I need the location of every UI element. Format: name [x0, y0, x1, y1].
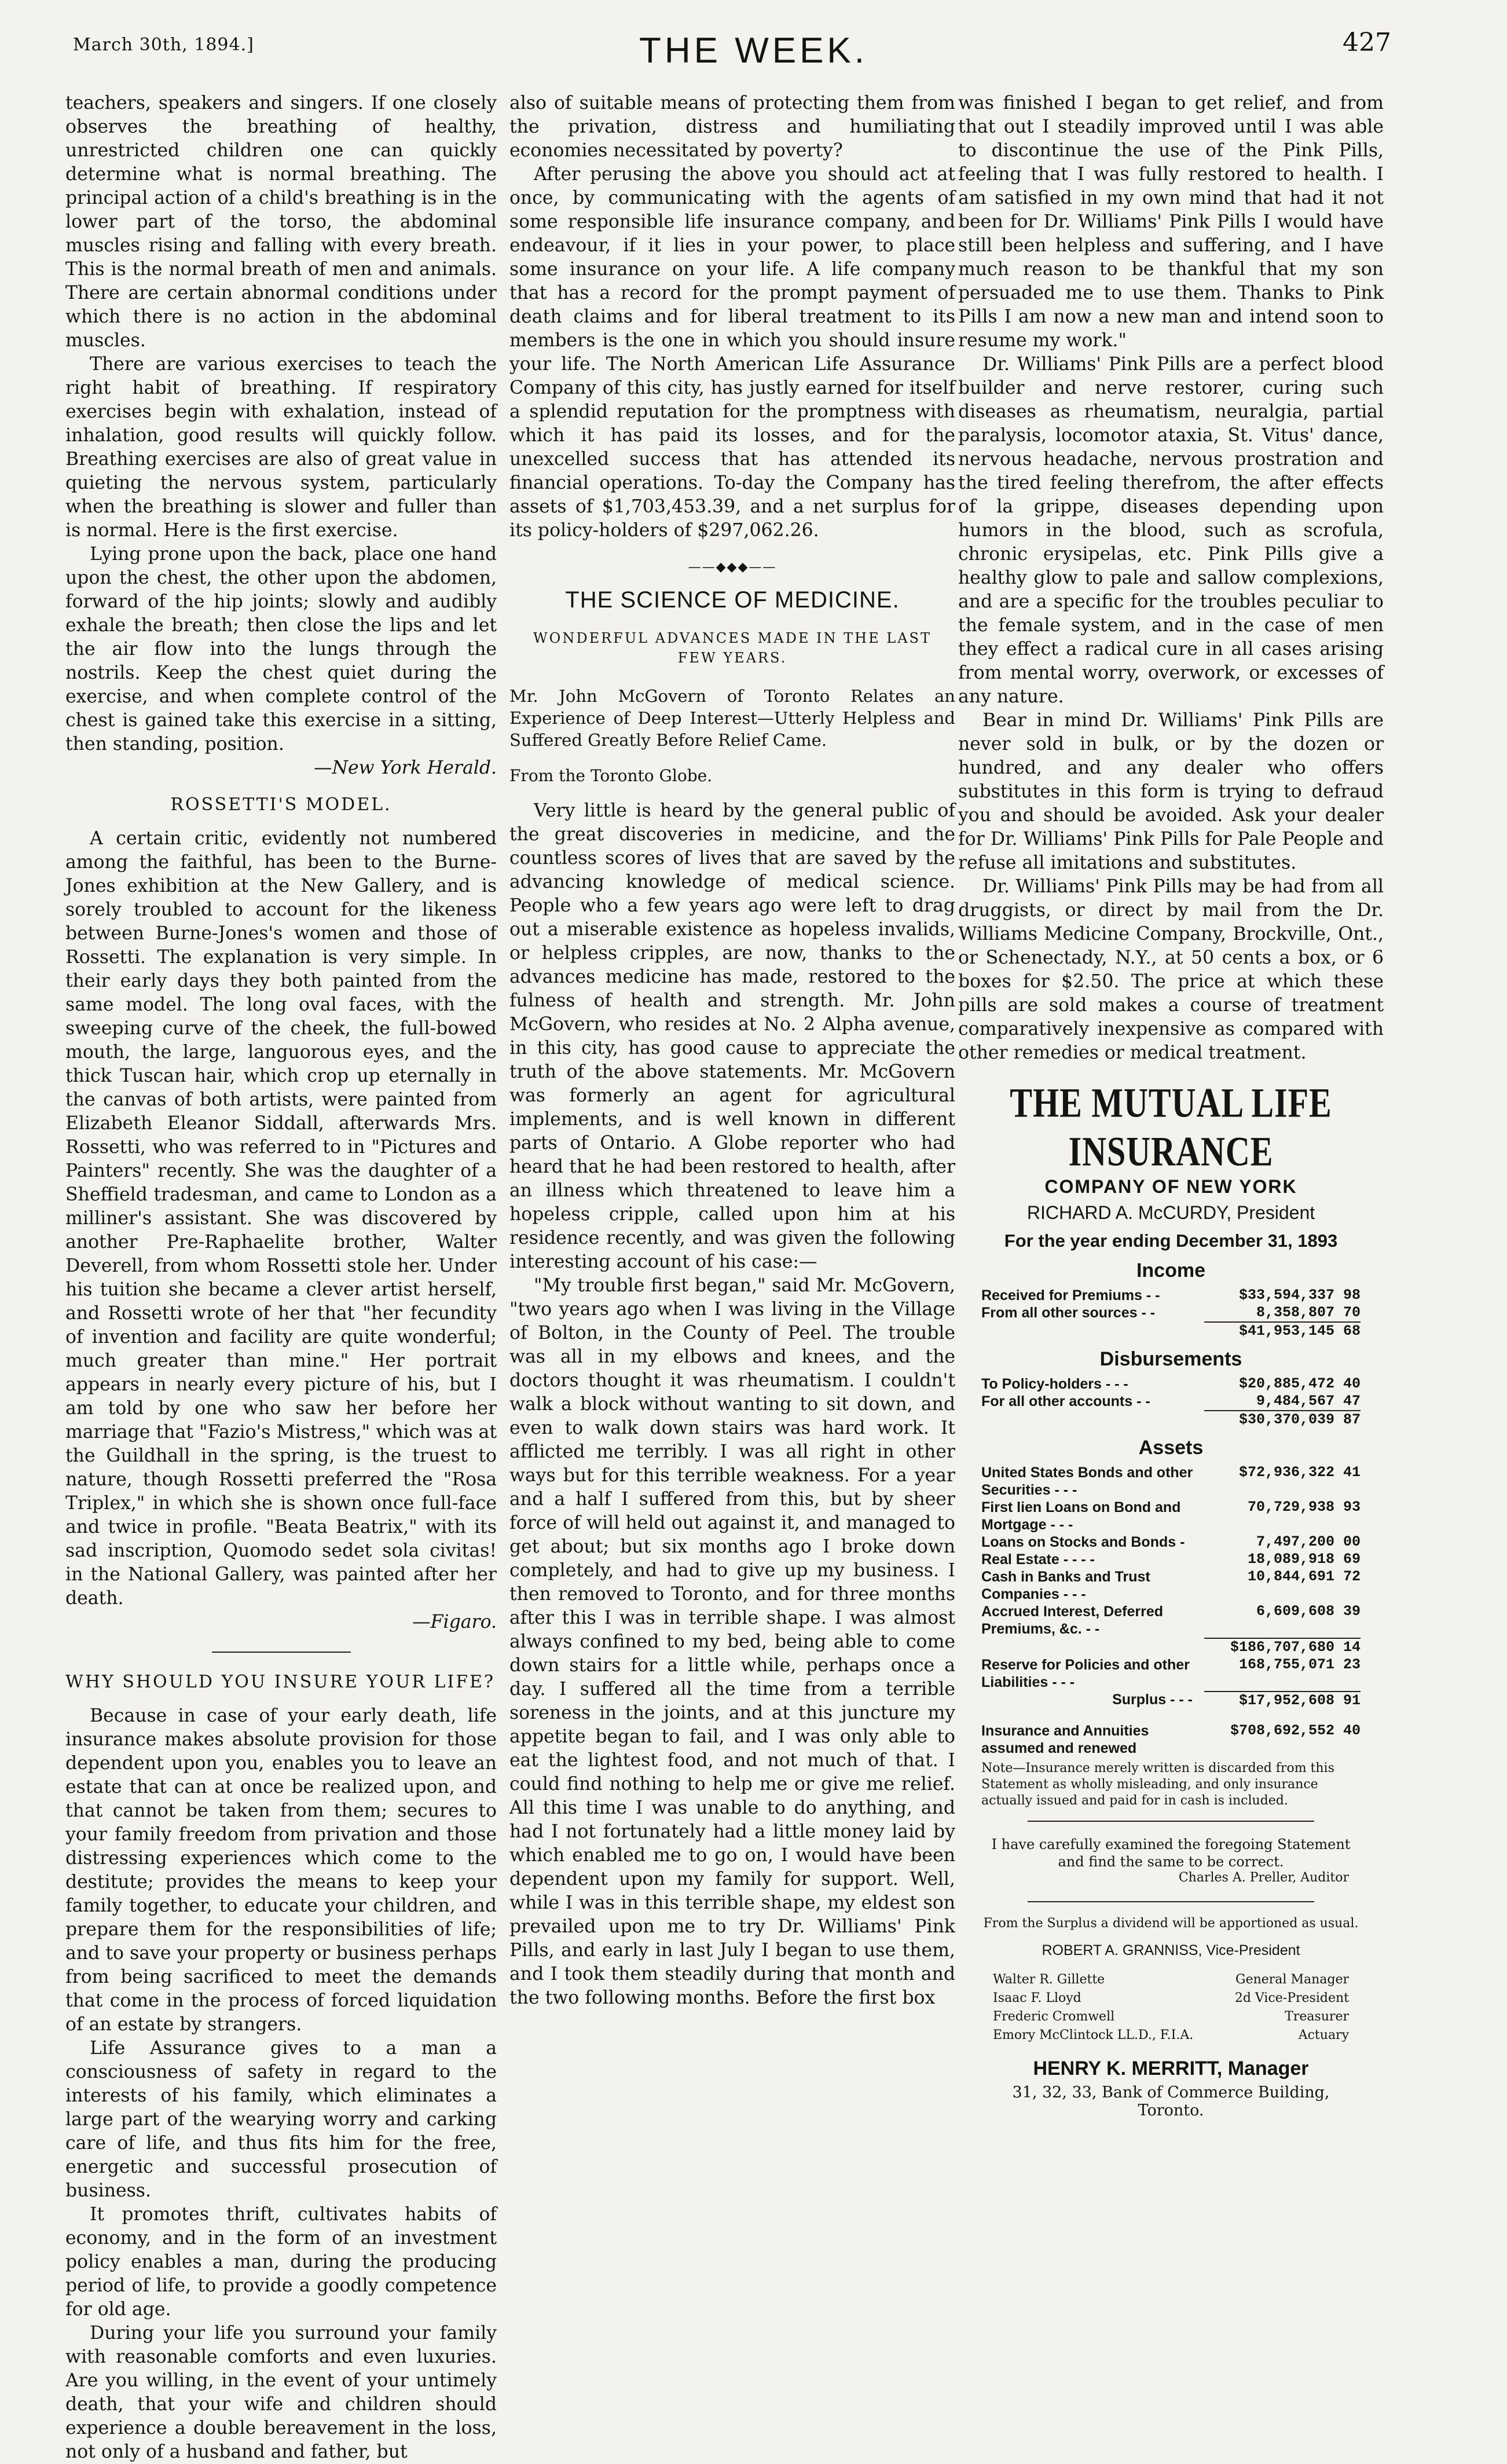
row-amount: $708,692,552 40	[1230, 1722, 1361, 1739]
ad-assets-row	[958, 1551, 1384, 1568]
officer-title: 2d Vice-President	[1234, 1991, 1349, 2005]
row-label: United States Bonds and other Securities - - -	[981, 1465, 1193, 1498]
officer-name: Walter R. Gillette	[993, 1972, 1105, 1987]
ad-income-heading: Income	[1136, 1260, 1206, 1282]
ad-assets-heading: Assets	[1138, 1437, 1204, 1459]
officer-row	[958, 1971, 1384, 1989]
breathing-paragraph: teachers, speakers and singers. If one closely observes the breathing of healthy, unrestricted children one can quickly determine what is normal breathing. The principal action of a child's breathing is in the lower part of the torso, the abdominal muscles rising and falling with every breath. This is the normal breath of men and animals. There are certain abnormal conditions under which there is no action in the abdominal muscles.	[65, 93, 497, 351]
row-amount: 6,609,608 39	[1256, 1603, 1361, 1620]
ad-assets-row	[958, 1533, 1384, 1551]
science-deck: Mr. John McGovern of Toronto Relates an Experience of Deep Interest—Utterly Helpless and Suffered Greatly Before Relief Came.	[509, 686, 955, 750]
science-subheading: WONDERFUL ADVANCES MADE IN THE LAST FEW YEARS.	[533, 630, 932, 666]
page-number: 427	[1343, 28, 1391, 57]
pink-pills-paragraph: Dr. Williams' Pink Pills may be had from all druggists, or direct by mail from the Dr. Williams Medicine Company, Brockville, Ont., or Schenectady, N.Y., at 50 cents a box, or 6 boxes for $2.50. The price at which these pills are sold makes a course of treatment comparatively inexpensive as compared with other remedies or medical treatment.	[958, 876, 1384, 1063]
row-label: Received for Premiums - -	[981, 1287, 1160, 1304]
row-label: Cash in Banks and Trust Companies - - -	[981, 1569, 1150, 1602]
breathing-source: —New York Herald.	[313, 757, 497, 778]
insure-heading: WHY SHOULD YOU INSURE YOUR LIFE?	[65, 1672, 495, 1692]
issue-date: March 30th, 1894.]	[73, 35, 254, 55]
ad-manager: HENRY K. MERRITT, Manager	[1033, 2057, 1309, 2079]
row-amount: 8,358,807 70	[1256, 1304, 1361, 1321]
officer-row	[958, 2008, 1384, 2026]
row-amount: $20,885,472 40	[1238, 1375, 1361, 1392]
row-amount: 168,755,071 23	[1238, 1656, 1361, 1673]
ad-president: RICHARD A. McCURDY, President	[1026, 1202, 1315, 1223]
row-amount: $33,594,337 98	[1238, 1287, 1361, 1304]
ad-divider	[1028, 1821, 1314, 1822]
rossetti-source: —Figaro.	[412, 1612, 497, 1632]
row-amount: 18,089,918 69	[1247, 1551, 1361, 1568]
insure-paragraph: also of suitable means of protecting them from the privation, distress and humiliating economies necessitated by poverty?	[509, 93, 955, 161]
ad-disb-total	[958, 1410, 1384, 1429]
row-label: To Policy-holders - - -	[981, 1376, 1128, 1392]
row-amount: 7,497,200 00	[1256, 1533, 1361, 1550]
mutual-life-advertisement	[958, 1079, 1384, 2119]
ad-assets-total	[958, 1638, 1384, 1656]
section-divider	[212, 1652, 351, 1653]
column-left	[65, 91, 497, 2464]
row-label: For all other accounts - -	[981, 1393, 1150, 1409]
ad-year: For the year ending December 31, 1893	[1004, 1231, 1338, 1251]
row-label: From all other sources - -	[981, 1305, 1156, 1321]
row-amount: 9,484,567 47	[1256, 1393, 1361, 1409]
science-paragraph: was finished I began to get relief, and from that out I steadily improved until I was able to discontinue the use of the Pink Pills, feeling that I was fully restored to health. I am satisfied in my own mind that had it not been for Dr. Williams' Pink Pills I would have still been helpless and suffering, and I have much reason to be thankful that my son persuaded me to use them. Thanks to Pink Pills I am now a new man and intend soon to resume my work."	[958, 93, 1384, 351]
officer-title: Treasurer	[1285, 2009, 1349, 2024]
ad-insurance-row	[958, 1722, 1384, 1757]
ad-disb-row	[958, 1393, 1384, 1410]
ad-address: 31, 32, 33, Bank of Commerce Building,	[1012, 2084, 1330, 2101]
ad-income-total	[958, 1321, 1384, 1340]
ad-certification: I have carefully examined the foregoing Statement and find the same to be correct.	[991, 1836, 1351, 1870]
row-amount: $41,953,145 68	[1204, 1321, 1361, 1340]
row-label: Surplus - - -	[1112, 1692, 1193, 1708]
ad-disb-row	[958, 1375, 1384, 1393]
row-label: First lien Loans on Bond and Mortgage - - -	[981, 1499, 1181, 1533]
rossetti-paragraph: A certain critic, evidently not numbered among the faithful, has been to the Burne-Jones exhibition at the New Gallery, and is sorely troubled to account for the likeness between Burne-Jones's women and those of Rossetti. The explanation is very simple. In their early days they both painted from the same model. The long oval faces, with the sweeping curve of the cheek, the full-bowed mouth, the large, languorous eyes, and the thick Tuscan hair, which crop up eternally in the canvas of both artists, were painted from Elizabeth Eleanor Siddall, afterwards Mrs. Rossetti, who was referred to in "Pictures and Painters" recently. She was the daughter of a Sheffield tradesman, and came to London as a milliner's assistant. She was discovered by another Pre-Raphaelite brother, Walter Deverell, from whom Rossetti stole her. Under his tuition she became a clever artist herself, and Rossetti wrote of her that "her fecundity of invention and facility are quite wonderful; much greater than mine." Her portrait appears in nearly every picture of his, but I am told by one who saw her before her marriage that "Fazio's Mistress," which was at the Guildhall in the spring, is the truest to nature, though Rossetti preferred the "Rosa Triplex," in which she is shown once full-face and twice in profile. "Beata Beatrix," with its sad inscription, Quomodo sedet sola civitas! in the National Gallery, was painted after her death.	[65, 828, 497, 1609]
science-credit: From the Toronto Globe.	[509, 766, 713, 785]
masthead	[0, 0, 1507, 93]
pink-pills-paragraph: Bear in mind Dr. Williams' Pink Pills are never sold in bulk, or by the dozen or hundred, and any dealer who offers substitutes in this form is trying to defraud you and should be avoided. Ask your dealer for Dr. Williams' Pink Pills for Pale People and refuse all imitations and substitutes.	[958, 710, 1384, 873]
pink-pills-paragraph: Dr. Williams' Pink Pills are a perfect blood builder and nerve restorer, curing such diseases as rheumatism, neuralgia, partial paralysis, locomotor ataxia, St. Vitus' dance, nervous headache, nervous prostration and the tired feeling therefrom, the after effects of la grippe, diseases depending upon humors in the blood, such as scrofula, chronic erysipelas, etc. Pink Pills give a healthy glow to pale and sallow complexions, and are a specific for the troubles peculiar to the female system, and in the case of men they effect a radical cure in all cases arising from mental worry, overwork, or excesses of any nature.	[958, 354, 1384, 707]
row-amount: $17,952,608 91	[1204, 1691, 1361, 1709]
insure-paragraph: Life Assurance gives to a man a consciousness of safety in regard to the interests of his family, which eliminates a large part of the wearying worry and carking care of life, and thus fits him for the free, energetic and successful prosecution of business.	[65, 2038, 497, 2201]
breathing-paragraph: There are various exercises to teach the right habit of breathing. If respiratory exercises begin with exhalation, instead of inhalation, good results will quickly follow. Breathing exercises are also of great value in quieting the nervous system, particularly when the breathing is slower and fuller than is normal. Here is the first exercise.	[65, 354, 497, 541]
ad-disbursements-heading: Disbursements	[1099, 1348, 1242, 1370]
officer-name: Emory McClintock LL.D., F.I.A.	[993, 2028, 1194, 2042]
officer-name: Isaac F. Lloyd	[993, 1991, 1081, 2005]
ad-auditor: Charles A. Preller, Auditor	[1178, 1870, 1349, 1885]
ornament-divider: ——◆◆◆——	[688, 560, 777, 574]
insure-paragraph: Because in case of your early death, life insurance makes absolute provision for those dependent upon you, enables you to leave an estate that can at once be realized upon, and that cannot be taken from them; secures to your family freedom from privation and those distressing experiences which come to the destitute; provides the means to keep your family together, to educate your children, and prepare them for the responsibilities of life; and to save your property or business perhaps from being sacrificed to meet the demands that come in the process of forced liquidation of an estate by strangers.	[65, 1705, 497, 2035]
officer-title: Actuary	[1298, 2028, 1349, 2042]
ad-note: Note—Insurance merely written is discarded from this Statement as wholly misleading, and only insurance actually issued and paid for in cash is included.	[981, 1761, 1334, 1808]
officer-row	[958, 2026, 1384, 2045]
ad-assets-row	[958, 1568, 1384, 1603]
row-amount: 70,729,938 93	[1247, 1499, 1361, 1515]
insure-paragraph: After perusing the above you should act at once, by communicating with the agents of some responsible life insurance company, and endeavour, if it lies in your power, to place some insurance on your life. A life company that has a record for the prompt payment of death claims and for liberal treatment to its members is the one in which you should insure your life. The North American Life Assurance Company of this city, has justly earned for itself a splendid reputation for the promptness with which it has paid its losses, and for the unexcelled success that has attended its financial operations. To-day the Company has assets of $1,703,453.39, and a net surplus for its policy-holders of $297,062.26.	[509, 164, 955, 541]
ad-vice-president: ROBERT A. GRANNISS, Vice-President	[1042, 1942, 1300, 1958]
ad-company: COMPANY OF NEW YORK	[1044, 1176, 1297, 1197]
ad-divider	[1028, 1901, 1314, 1902]
insure-paragraph: During your life you surround your family with reasonable comforts and even luxuries. Are you willing, in the event of your untimely death, that your wife and children should experience a double bereavement in the loss, not only of a husband and father, but	[65, 2323, 497, 2462]
officer-name: Frederic Cromwell	[993, 2009, 1115, 2024]
row-amount: $186,707,680 14	[1204, 1638, 1361, 1656]
column-middle	[509, 91, 955, 2010]
row-label: Insurance and Annuities assumed and renewed	[981, 1723, 1149, 1756]
ad-dividend: From the Surplus a dividend will be apportioned as usual.	[983, 1916, 1359, 1931]
row-amount: $30,370,039 87	[1204, 1410, 1361, 1429]
ad-income-row	[958, 1304, 1384, 1321]
officer-title: General Manager	[1235, 1972, 1349, 1987]
ad-title: THE MUTUAL LIFE INSURANCE	[1010, 1079, 1332, 1175]
ad-assets-row	[958, 1464, 1384, 1499]
ad-assets-row	[958, 1499, 1384, 1533]
officer-row	[958, 1989, 1384, 2008]
ad-income-row	[958, 1287, 1384, 1304]
insure-paragraph: It promotes thrift, cultivates habits of economy, and in the form of an investment policy enables a man, during the producing period of life, to provide a goodly competence for old age.	[65, 2204, 497, 2320]
row-label: Reserve for Policies and other Liabilities - - -	[981, 1657, 1190, 1690]
ad-surplus-row	[958, 1691, 1384, 1709]
breathing-paragraph: Lying prone upon the back, place one hand upon the chest, the other upon the abdomen, forward of the hip joints; slowly and audibly exhale the breath; then close the lips and let the air flow into the lungs through the nostrils. Keep the chest quiet during the exercise, and when complete control of the chest is gained take this exercise in a sitting, then standing, position.	[65, 544, 497, 755]
publication-title: THE WEEK.	[639, 31, 868, 71]
row-amount: $72,936,322 41	[1238, 1464, 1361, 1481]
science-paragraph: Very little is heard by the general public of the great discoveries in medicine, and the countless scores of lives that are saved by the advancing knowledge of medical science. People who a few years ago were left to drag out a miserable existence as hopeless invalids, or helpless cripples, are now, thanks to the advances medicine has made, restored to the fulness of health and strength. Mr. John McGovern, who resides at No. 2 Alpha avenue, in this city, has good cause to appreciate the truth of the above statements. Mr. McGovern was formerly an agent for agricultural implements, and is well known in different parts of Ontario. A Globe reporter who had heard that he had been restored to health, after an illness which threatened to leave him a hopeless cripple, called upon him at his residence recently, and was given the following interesting account of his case:—	[509, 800, 955, 1272]
row-label: Accrued Interest, Deferred Premiums, &c. - -	[981, 1603, 1164, 1637]
rossetti-heading: ROSSETTI'S MODEL.	[170, 795, 392, 815]
column-right	[958, 91, 1384, 2119]
ad-reserve-row	[958, 1656, 1384, 1691]
science-paragraph: "My trouble first began," said Mr. McGovern, "two years ago when I was living in the Village of Bolton, in the County of Peel. The trouble was all in my elbows and knees, and the doctors thought it was rheumatism. I couldn't walk a block without wanting to sit down, and even to walk down stairs was hard work. It afflicted me terribly. I was all right in other ways but for this terrible weakness. For a year and a half I suffered from this, but by sheer force of will held out against it, and managed to get about; but six months ago I broke down completely, and had to give up my business. I then removed to Toronto, and for three months after this I was in terrible shape. I was almost always confined to my bed, being able to come down stairs for a little while, perhaps once a day. I suffered all the time from a terrible soreness in the joints, and at this juncture my appetite began to fail, and I was only able to eat the lightest food, and not much of that. I could find nothing to help me or give me relief. All this time I was unable to do anything, and had I not fortunately had a little money laid by which enabled me to go on, I would have been dependent upon my family for support. Well, while I was in this terrible shape, my eldest son prevailed upon me to try Dr. Williams' Pink Pills, and early in last July I began to use them, and I took them steadily during that month and the two following months. Before the first box	[509, 1275, 955, 2008]
row-label: Real Estate - - - -	[981, 1551, 1095, 1568]
ad-city: Toronto.	[1138, 2101, 1204, 2119]
ad-assets-row	[958, 1603, 1384, 1638]
row-amount: 10,844,691 72	[1247, 1568, 1361, 1585]
row-label: Loans on Stocks and Bonds -	[981, 1534, 1185, 1550]
science-heading: THE SCIENCE OF MEDICINE.	[565, 587, 900, 613]
